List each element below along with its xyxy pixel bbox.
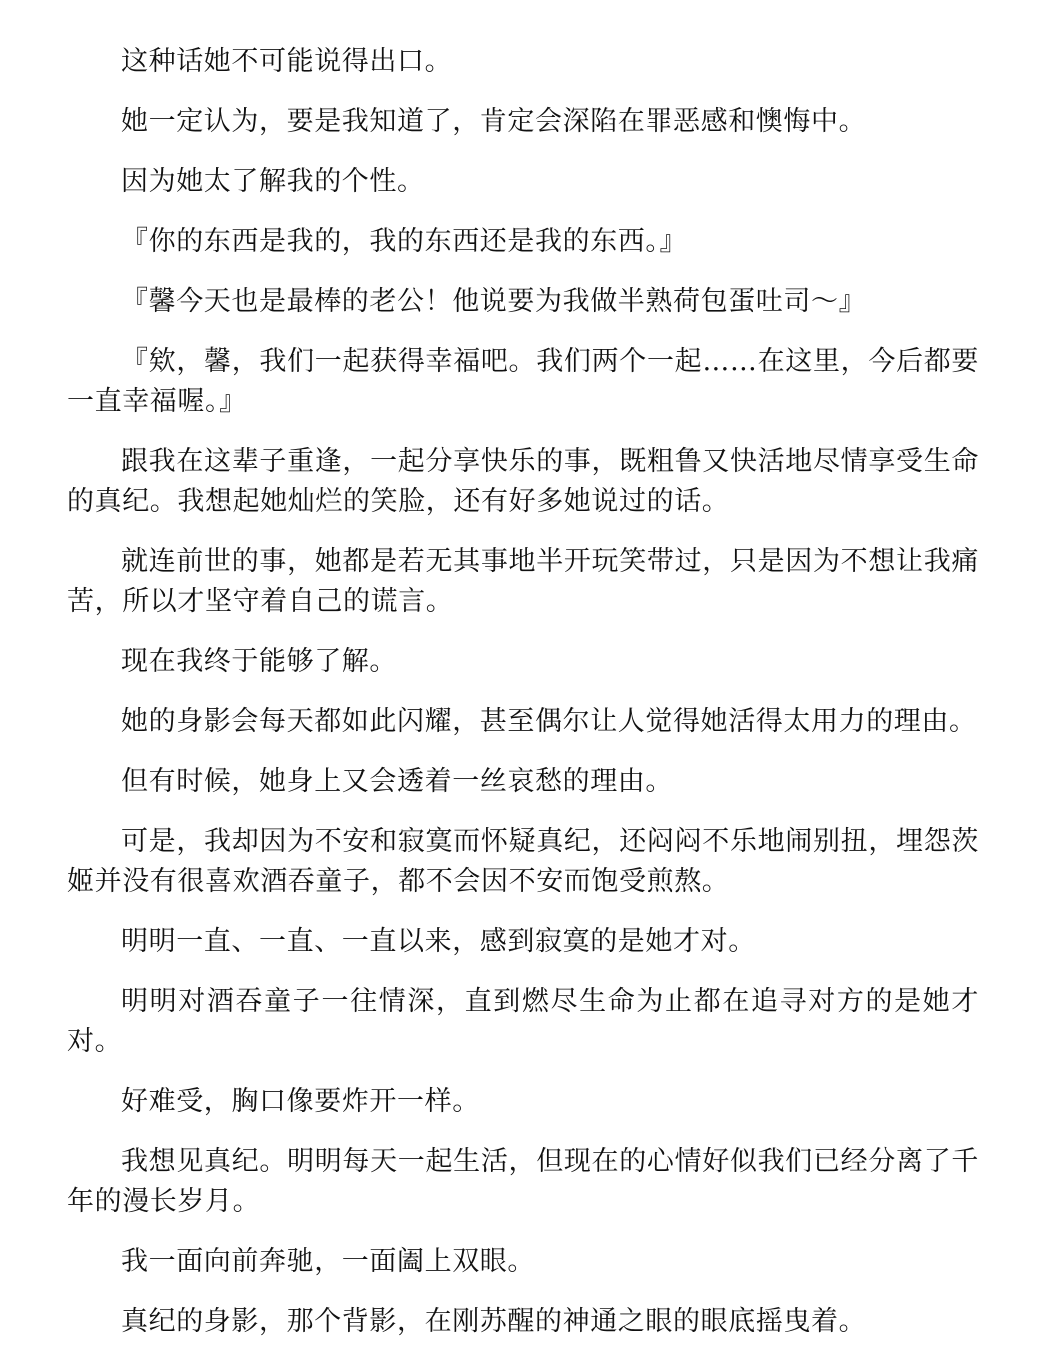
paragraph: 好难受，胸口像要炸开一样。: [121, 1086, 480, 1117]
paragraph: 明明一直、一直、一直以来，感到寂寞的是她才对。: [121, 926, 756, 957]
paragraph: 可是，我却因为不安和寂寞而怀疑真纪，还闷闷不乐地闹别扭，埋怨茨姬并没有很喜欢酒吞童子，都不会因不安而饱受煎熬。: [67, 826, 979, 897]
paragraph: 就连前世的事，她都是若无其事地半开玩笑带过，只是因为不想让我痛苦，所以才坚守着自己的谎言。: [67, 546, 979, 617]
paragraph: 现在我终于能够了解。: [121, 646, 397, 677]
body-text: [67, 42, 979, 1362]
paragraph: 这种话她不可能说得出口。: [121, 46, 453, 77]
paragraph: 跟我在这辈子重逢，一起分享快乐的事，既粗鲁又快活地尽情享受生命的真纪。我想起她灿烂的笑脸，还有好多她说过的话。: [67, 446, 979, 517]
paragraph: 『欸，馨，我们一起获得幸福吧。我们两个一起……在这里，今后都要一直幸福喔。』: [67, 346, 979, 417]
paragraph: 真纪的身影，那个背影，在刚苏醒的神通之眼的眼底摇曳着。: [121, 1306, 867, 1337]
paragraph: 她的身影会每天都如此闪耀，甚至偶尔让人觉得她活得太用力的理由。: [121, 706, 977, 737]
paragraph: 她一定认为，要是我知道了，肯定会深陷在罪恶感和懊悔中。: [121, 106, 867, 137]
paragraph: 我想见真纪。明明每天一起生活，但现在的心情好似我们已经分离了千年的漫长岁月。: [67, 1146, 979, 1217]
paragraph: 明明对酒吞童子一往情深，直到燃尽生命为止都在追寻对方的是她才对。: [67, 986, 979, 1057]
paragraph: 因为她太了解我的个性。: [121, 166, 425, 197]
paragraph: 『馨今天也是最棒的老公！他说要为我做半熟荷包蛋吐司～』: [121, 286, 867, 317]
paragraph: 但有时候，她身上又会透着一丝哀愁的理由。: [121, 766, 673, 797]
paragraph: 我一面向前奔驰，一面阖上双眼。: [121, 1246, 535, 1277]
paragraph: 『你的东西是我的，我的东西还是我的东西。』: [121, 226, 688, 257]
